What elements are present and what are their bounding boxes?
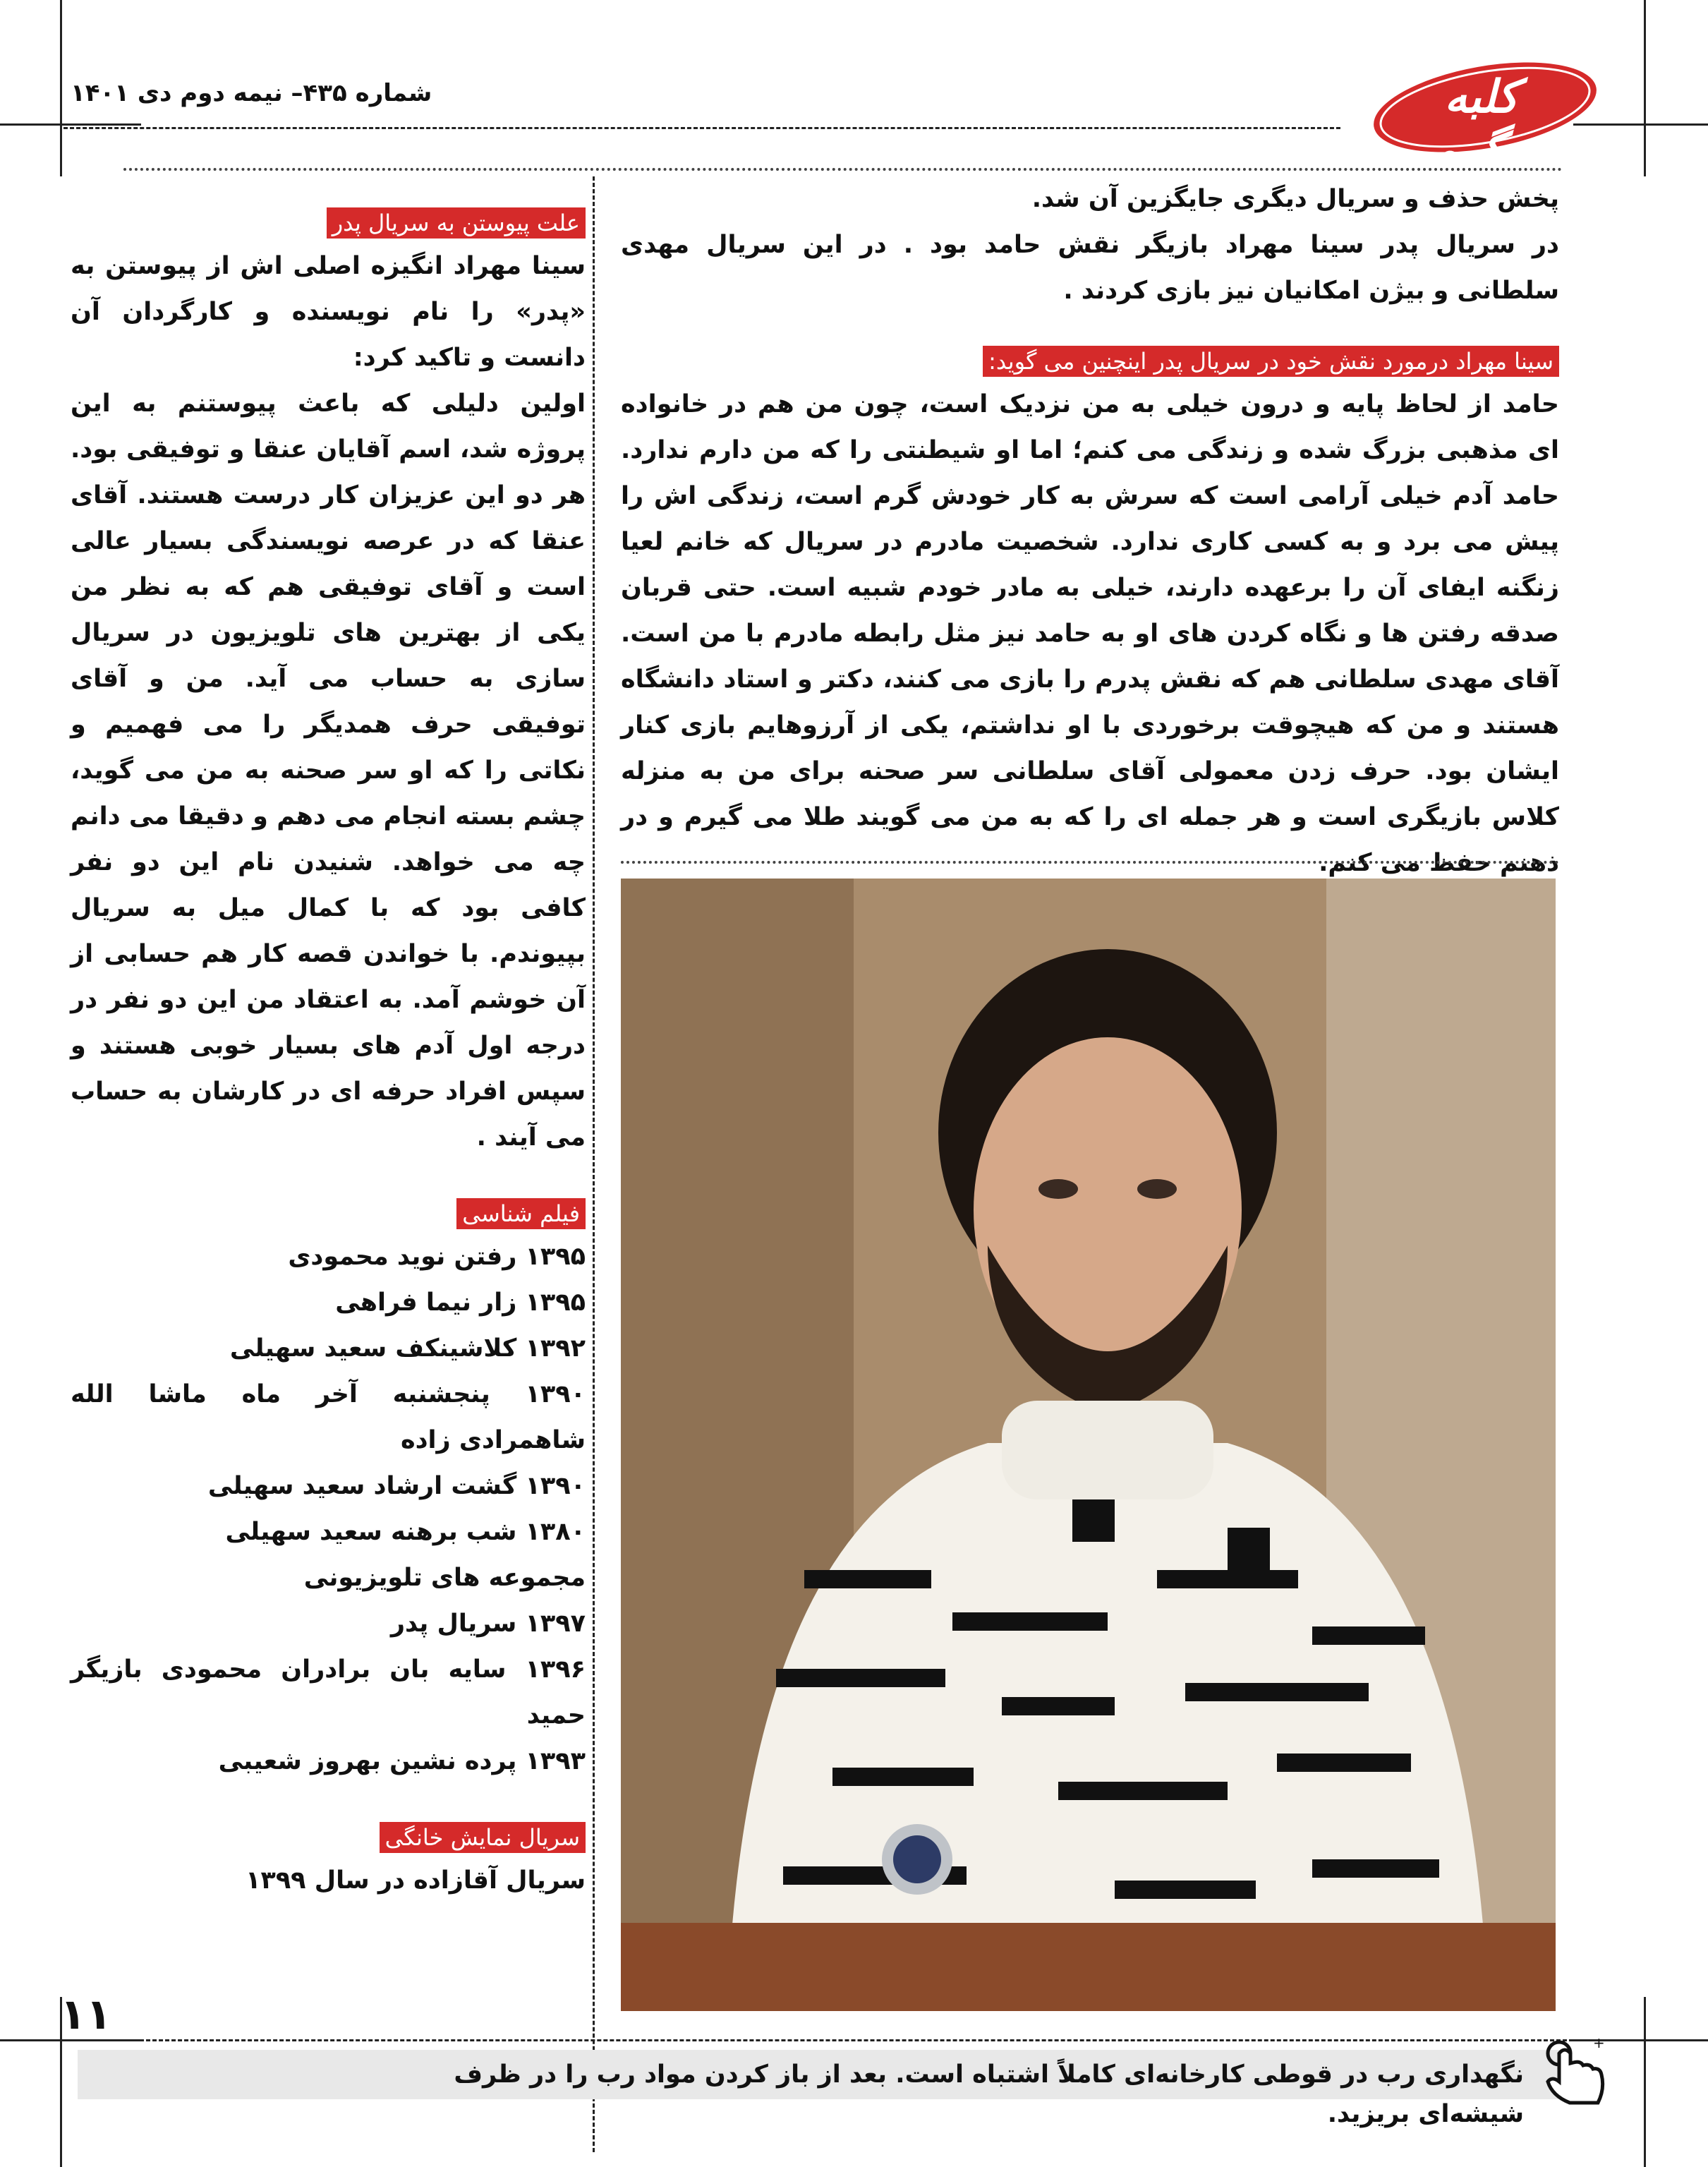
page-number: ۱۱ [60,1990,112,2039]
right-paragraph-1: پخش حذف و سریال دیگری جایگزین آن شد. [1031,185,1559,213]
portrait-photo-icon [621,879,1556,2011]
filmography-item: ۱۳۹۲ کلاشینکف سعید سهیلی [229,1334,586,1363]
filmography-item: ۱۳۹۳ پرده نشین بهروز شعیبی [218,1747,586,1775]
filmography-item: ۱۳۹۷ سریال پدر [390,1610,586,1638]
filmography-item: ۱۳۹۵ رفتن نوید محمودی [288,1243,586,1271]
filmography-item: ۱۳۹۰ پنجشنبه آخر ماه ماشا الله شاهمرادی زاده [71,1380,586,1454]
home-series-item: سریال آقازاده در سال ۱۳۹۹ [246,1866,586,1895]
section-heading: سینا مهراد درمورد نقش خود در سریال پدر اینچنین می گوید: [983,346,1559,377]
crop-mark [1644,1997,1646,2167]
footer-divider [127,2039,1573,2041]
svg-text:+: + [1593,2034,1605,2051]
crop-mark [1644,0,1646,176]
header-divider [63,127,1340,129]
filmography-item: ۱۳۸۰ شب برهنه سعید سهیلی [225,1518,586,1546]
left-paragraph-1: سینا مهراد انگیزه اصلی اش از پیوستن به «پدر» را نام نویسنده و کارگردان آن دانست و تاکید کرد: [71,252,586,372]
right-paragraph-2: در سریال پدر سینا مهراد بازیگر نقش حامد بود . در این سریال مهدی سلطانی و بیژن امکانیان نیز بازی کردند . [621,231,1559,305]
photo-dotted-divider [621,861,1559,864]
crop-mark [0,2039,141,2041]
magazine-logo [1362,56,1601,176]
filmography-list [71,1234,586,1785]
filmography-item: ۱۳۹۶ سایه بان برادران محمودی بازیگر حمید [71,1655,586,1730]
heading-filmography: فیلم شناسی [456,1198,586,1229]
heading-reason-joining: علت پیوستن به سریال پدر [327,207,586,239]
right-column [621,176,1559,886]
issue-info: شماره ۴۳۵– نیمه دوم دی ۱۴۰۱ [71,79,432,107]
filmography-item: ۱۳۹۰ گشت ارشاد سعید سهیلی [207,1472,586,1500]
header-dotted-divider [123,168,1563,171]
left-column [71,201,586,1904]
actor-photo [621,879,1556,2011]
filmography-item: ۱۳۹۵ زار نیما فراهی [335,1288,586,1317]
tip-text: نگهداری رب در قوطی کارخانه‌ای کاملاً اشتباه است. بعد از باز کردن مواد رب را در ظرف شیشه‌ای بریزید. [454,2060,1524,2128]
heading-home-series: سریال نمایش خانگی [380,1822,586,1853]
column-divider [593,176,595,2152]
pointing-hand-icon [1538,2032,1616,2110]
filmography-item: مجموعه های تلویزیونی [303,1564,586,1592]
logo-text: کلبه سرگرمی [1395,71,1568,176]
left-paragraph-2: اولین دلیلی که باعث پیوستنم به این پروژه شد، اسم آقایان عنقا و توفیقی بود. هر دو این عزیزان کار درست هستند. آقای عنقا که در عرصه نویسندگی بسیار عالی است و آقای توفیقی هم که به نظر من یکی از بهترین های تلویزیون در سریال سازی به حساب می آید. من و آقای توفیقی حرف همدیگر را می فهمیم و نکاتی را که او سر صحنه به من می گوید، چشم بسته انجام می دهم و دقیقا می دانم چه می خواهد. شنیدن نام این دو نفر کافی بود که با کمال میل به سریال بپیوندم. با خواندن قصه کار هم حسابی از آن خوشم آمد. به اعتقاد من این دو نفر در درجه اول آدم های بسیار خوبی هستند و سپس افراد حرفه ای در کارشان به حساب می آیند . [71,390,586,1152]
crop-mark [60,0,62,176]
right-paragraph-3: حامد از لحاظ پایه و درون خیلی به من نزدیک است، چون من هم در خانواده ای مذهبی بزرگ شده و زندگی می کنم؛ اما او شیطنتی را که من دارم ندارد. حامد آدم خیلی آرامی است که سرش به کار خودش گرم است، زندگی اش را پیش می برد و به کسی کاری ندارد. شخصیت مادرم در سریال که خانم لعیا زنگنه ایفای آن را برعهده دارند، خیلی به مادر خودم شبیه است. حتی قربان صدقه رفتن ها و نگاه کردن های او به حامد نیز مثل رابطه مادرم با من است. آقای مهدی سلطانی هم که نقش پدرم را بازی می کنند، دکتر و استاد دانشگاه هستند و من که هیچوقت برخوردی با او نداشتم، یکی از آرزوهایم بازی کنار ایشان بود. حرف زدن معمولی آقای سلطانی سر صحنه برای من به منزله کلاس بازیگری است و هر جمله ای را که به من می گویند طلا می گیرم و در ذهنم حفظ می کنم. [621,390,1559,877]
crop-mark [0,123,141,126]
